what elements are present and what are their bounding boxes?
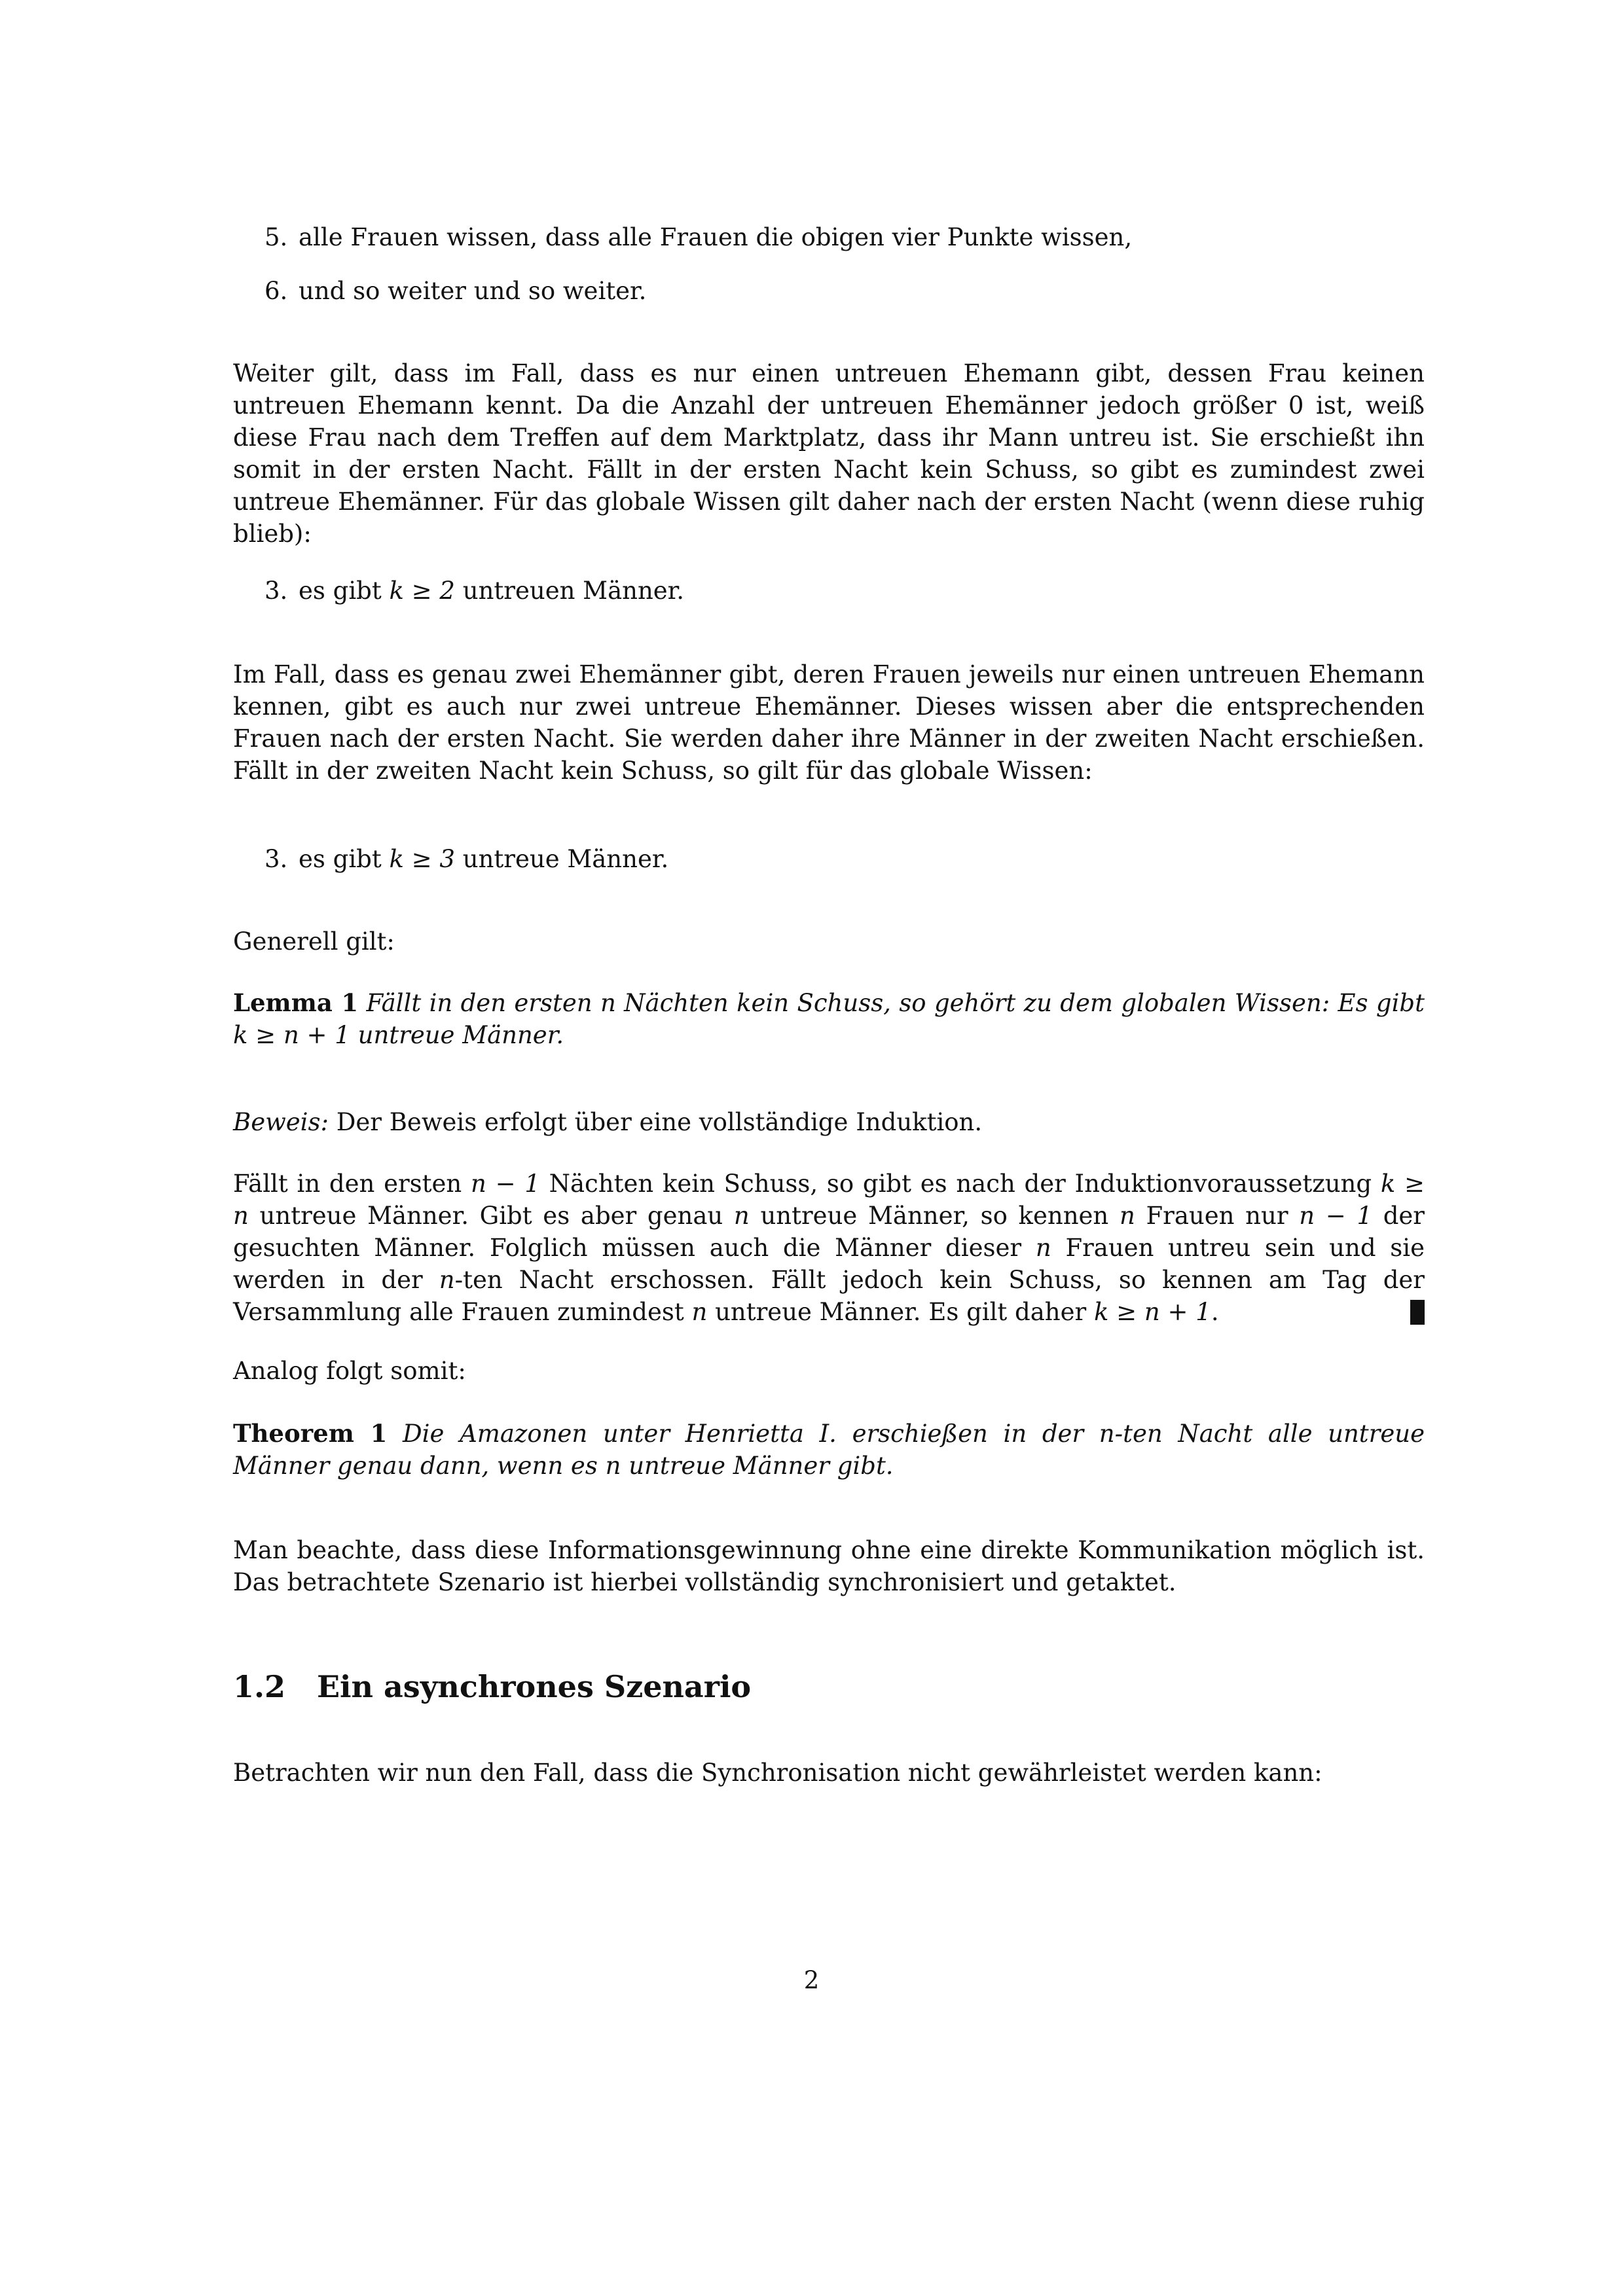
- paragraph: Man beachte, dass diese Informationsgewinnung ohne eine direkte Kommunikation möglich ist. Das betrachtete Szenario ist hierbei vollständig synchronisiert und getaktet.: [233, 1536, 1425, 1596]
- paragraph: Generell gilt:: [233, 927, 395, 956]
- theorem-text: -ten Nacht alle untreue Männer genau dann, wenn es: [233, 1420, 1425, 1480]
- proof-text: Frauen nur: [1146, 1202, 1288, 1230]
- page-number: 2: [803, 1966, 820, 1994]
- list-item: [264, 275, 646, 307]
- paragraph: Im Fall, dass es genau zwei Ehemänner gibt, deren Frauen jeweils nur einen untreuen Ehemann kennen, gibt es auch nur zwei untreue Ehemänner. Dieses wissen aber die entsprechenden Frauen nach der ersten Nacht. Sie werden daher ihre Männer in der zweiten Nacht erschießen. Fällt in der zweiten Nacht kein Schuss, so gilt für das globale Wissen:: [233, 660, 1425, 785]
- theorem-label: Theorem 1: [233, 1419, 388, 1448]
- proof-text: .: [1211, 1298, 1219, 1326]
- math-expression: n: [1035, 1234, 1051, 1262]
- section-heading: [233, 1669, 751, 1704]
- proof-text: untreue Männer, so kennen: [760, 1202, 1109, 1230]
- paragraph: Analog folgt somit:: [233, 1357, 466, 1385]
- math-expression: n: [439, 1266, 455, 1294]
- math-expression: k ≥ 3: [389, 845, 455, 873]
- proof-text: untreue Männer. Es gilt daher: [715, 1298, 1087, 1326]
- list-text: untreuen Männer.: [462, 577, 685, 605]
- math-expression: n: [733, 1202, 750, 1230]
- paragraph: Betrachten wir nun den Fall, dass die Synchronisation nicht gewährleistet werden kann:: [233, 1759, 1322, 1787]
- math-expression: n − 1: [1299, 1202, 1373, 1230]
- proof-text: der gesuchten Männer. Folglich müssen auch die Männer dieser: [233, 1202, 1425, 1262]
- list-number: 3.: [264, 845, 288, 873]
- math-expression: n: [691, 1298, 708, 1326]
- theorem-text: Die Amazonen unter Henrietta I. erschießen in der: [403, 1420, 1084, 1448]
- proof-label: Beweis:: [233, 1108, 329, 1136]
- math-expression: k ≥ n + 1: [1093, 1298, 1211, 1326]
- list-number: 6.: [264, 277, 288, 305]
- list-item: [264, 221, 1132, 253]
- list-item: [264, 843, 668, 875]
- section-number: 1.2: [233, 1669, 286, 1704]
- lemma-label: Lemma 1: [233, 988, 359, 1017]
- proof-text: Der Beweis erfolgt über eine vollständige Induktion.: [336, 1108, 983, 1136]
- math-expression: k ≥ n + 1: [233, 1021, 350, 1049]
- proof-text: untreue Männer. Gibt es aber genau: [259, 1202, 723, 1230]
- list-number: 3.: [264, 577, 288, 605]
- lemma-text: Nächten kein Schuss, so gehört zu dem globalen Wissen: Es gibt: [624, 989, 1425, 1017]
- paragraph: Weiter gilt, dass im Fall, dass es nur einen untreuen Ehemann gibt, dessen Frau keinen untreuen Ehemann kennt. Da die Anzahl der untreuen Ehemänner jedoch größer 0 ist, weiß diese Frau nach dem Treffen auf dem Marktplatz, dass ihr Mann untreu ist. Sie erschießt ihn somit in der ersten Nacht. Fällt in der ersten Nacht kein Schuss, so gibt es zumindest zwei untreue Ehemänner. Für das globale Wissen gilt daher nach der ersten Nacht (wenn diese ruhig blieb):: [233, 359, 1425, 548]
- math-expression: k ≥ n: [233, 1170, 1425, 1230]
- list-text: es gibt: [299, 845, 382, 873]
- theorem: [233, 1418, 1425, 1482]
- proof-text: -ten Nacht erschossen. Fällt jedoch kein Schuss, so kennen am Tag der Versammlung alle Frauen zumindest: [233, 1266, 1425, 1326]
- proof-text: Nächten kein Schuss, so gibt es nach der Induktionvoraussetzung: [549, 1170, 1372, 1198]
- proof-text: Fällt in den ersten: [233, 1170, 462, 1198]
- list-text: alle Frauen wissen, dass alle Frauen die obigen vier Punkte wissen,: [299, 223, 1133, 251]
- lemma-text: Fällt in den ersten: [366, 989, 593, 1017]
- list-text: untreue Männer.: [462, 845, 669, 873]
- list-text: es gibt: [299, 577, 382, 605]
- proof-heading: [233, 1106, 1425, 1138]
- section-title: Ein asynchrones Szenario: [317, 1669, 752, 1704]
- list-text: und so weiter und so weiter.: [299, 277, 647, 305]
- proof-text: Frauen untreu sein und sie werden in der: [233, 1234, 1425, 1294]
- math-expression: n: [600, 989, 616, 1017]
- math-expression: n: [605, 1452, 621, 1480]
- lemma-text: untreue Männer.: [357, 1021, 564, 1049]
- math-expression: n: [1099, 1420, 1115, 1448]
- list-number: 5.: [264, 223, 288, 251]
- proof-body: [233, 1168, 1425, 1328]
- list-item: [264, 575, 684, 607]
- math-expression: n: [1119, 1202, 1135, 1230]
- lemma: [233, 987, 1425, 1051]
- math-expression: k ≥ 2: [389, 577, 455, 605]
- qed-symbol: [1410, 1300, 1425, 1325]
- theorem-text: untreue Männer gibt.: [629, 1452, 894, 1480]
- math-expression: n − 1: [471, 1170, 540, 1198]
